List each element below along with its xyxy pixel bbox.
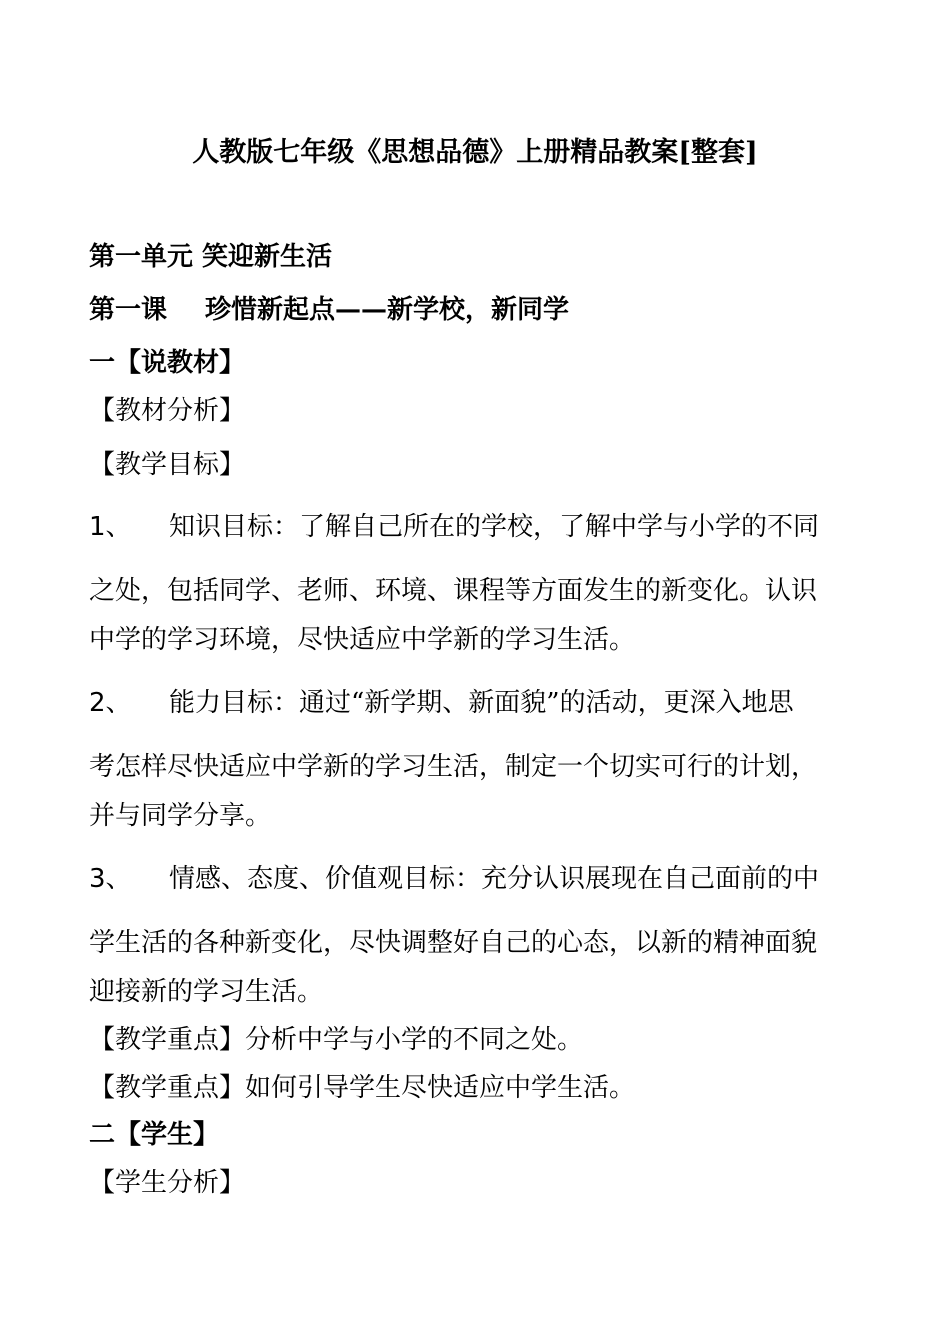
subheading-material-analysis: 【教材分析】 [89, 396, 246, 426]
lesson-label: 第一课 [89, 295, 168, 325]
goal-2-line-1: 2、 能力目标：通过“新学期、新面貌”的活动，更深入地思 [89, 688, 794, 718]
goal-2-number: 2、 [89, 688, 132, 718]
lesson-title: 珍惜新起点——新学校，新同学 [205, 295, 570, 325]
goal-1-line-1: 1、 知识目标：了解自己所在的学校，了解中学与小学的不同 [89, 512, 820, 542]
goal-3-line-3: 迎接新的学习生活。 [89, 977, 324, 1007]
goal-3-number: 3、 [89, 864, 132, 894]
lesson-heading [89, 295, 569, 325]
goal-2-line-3: 并与同学分享。 [89, 801, 272, 831]
unit-heading: 第一单元 笑迎新生活 [89, 242, 333, 272]
goal-2-line-2: 考怎样尽快适应中学新的学习生活，制定一个切实可行的计划， [89, 752, 818, 782]
section-heading-material: 一【说教材】 [89, 348, 246, 378]
subheading-student-analysis: 【学生分析】 [89, 1168, 246, 1198]
goal-1-line-3: 中学的学习环境，尽快适应中学新的学习生活。 [89, 625, 636, 655]
subheading-teaching-goals: 【教学目标】 [89, 450, 246, 480]
goal-3-line-1: 3、 情感、态度、价值观目标：充分认识展现在自己面前的中 [89, 864, 820, 894]
document-title: 人教版七年级《思想品德》上册精品教案[整套] [192, 137, 758, 168]
goal-1-line-2: 之处，包括同学、老师、环境、课程等方面发生的新变化。认识 [89, 576, 818, 606]
goal-1-number: 1、 [89, 512, 132, 542]
section-heading-students: 二【学生】 [89, 1120, 220, 1150]
key-point-1: 【教学重点】分析中学与小学的不同之处。 [89, 1025, 584, 1055]
key-point-2: 【教学重点】如何引导学生尽快适应中学生活。 [89, 1073, 636, 1103]
goal-3-line-2: 学生活的各种新变化，尽快调整好自己的心态，以新的精神面貌 [89, 928, 818, 958]
